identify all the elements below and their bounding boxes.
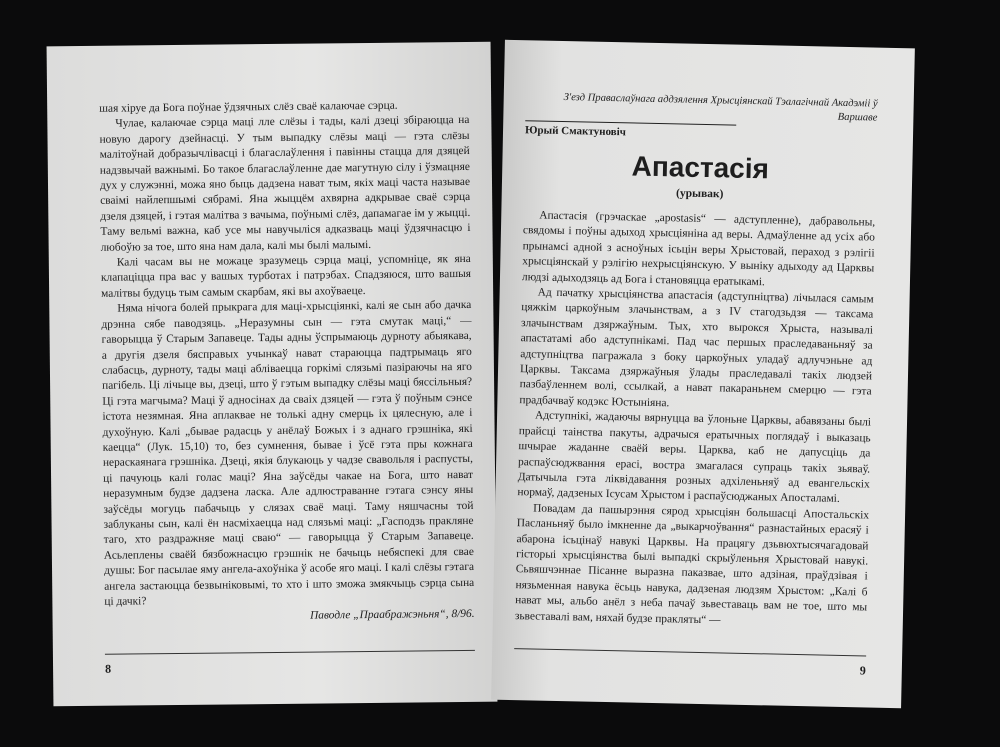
book-spread — [50, 44, 912, 704]
article-subtitle: (урывак) — [675, 187, 724, 201]
left-body-text — [99, 98, 474, 610]
page-number: 9 — [859, 663, 866, 678]
dedication: З'езд Праваслаўнага аддзялення Хрысціянскай Тэалагічнай Акадэміі ў Варшаве — [563, 92, 878, 124]
left-paragraph: шая хіруе да Бога поўнае ўдзячных слёз сваё калаючае сэрца. — [99, 99, 398, 115]
left-paragraph: Калі часам вы не можаце зразумець сэрца маці, успомніце, як яна клапаціцца пра вас у вашых турботах і патрэбах. Спадзяюся, што вашыя малітвы будуць тым самым скарбам, які вы ахоўваеце. — [100, 252, 472, 300]
right-paragraph: Повадам да пашырэння сярод хрысціян большасці Апостальскіх Пасланьняў было імкненне да „выкарчоўвання“ разнастайных ерасяў і абарона ісьцінаў навукі Царквы. На працягу дзьвюхтысячагадовай гісторыі хрысціянства былі выпадкі скрыўленьня Хрыстовай навукі. Сьвяшчэннае Пісанне выразна паказвае, што адзіная, праўдзівая і нязьменная навука ёсьць навука, дадзеная людзям Хрыстом: „Калі б нават мы, альбо анёл з неба пачаў зьвеставаць вам не тое, што мы зьвеставалі вам, няхай будзе пракляты“ — — [514, 502, 870, 626]
left-paragraph: Няма нічога болей прыкрага для маці-хрысціянкі, калі яе сын або дачка дрэнна сябе паводзяць. „Неразумны сын — гэта смутак маці,“ — гаворыцца ў Старым Запавеце. Тады адны ўспрымаюць дурноту абыякава, а другія дзеля бясправых учынкаў нават стараюцца падтрымаць яго слабасць, дурноту, тады маці абліваецца горкімі слязьмі пазіраючы на яго пагібель. Ці лічыце вы, дзеці, што ў гэтым выпадку слёзы маці бясcільныя? Ці гэта магчыма? Маці ў адносінах да сваіх дзяцей — гэта ў поўным сэнсе істота незямная. Яна аплаквае не толькі адну смерць іх цялесную, але і духоўную. Калі „бывае радасць у анёлаў Божых і з аднаго грэшніка, які каецца“ (Лук. 15,10) то, без сумнення, бывае і ўсё гэта пры кожнага нераскаянага грэшніка. Дзеці, якія блукаюць у чадзе свавольля і распусты, ці пачуюць калі голас маці? Яна заўсёды чакае на Бога, што нават неразумным будзе дадзена ласка. Але адлюстраванне гэтага сэнсу яны заўсёды могуць пабачыць у слязах сваё маці. Таму няшчасны той заблуканы сын, калі ён насміхаецца над слязьмі маці: „Гасподзь пракляне таго, хто раздражняе маці сваю“ — гаворыцца ў Старым Запавеце. Асьлеплены сваёй бязбожнасцю грэшнік не бачыць небяспекі для свае душы: Бог пасылае яму ангела-ахоўніка ў асобе яго маці. І калі слёзы гэтага ангела застаюцца безвыніковымі, то хто і што зможа змякчыць сэрца сына ці дачкі? — [101, 299, 475, 608]
right-page — [491, 40, 915, 708]
right-paragraph: Апастасія (грэчаскае „apostasis“ — адступленне), дабравольны, свядомы і поўны адыход хрысціяніна ад веры. Адмаўленне ад усіх або прынамсі адной з асноўных ісьцін веры Хрыстовай, пераход з рэлігіі хрысціянскай у рэлігію нехрысціянскую. У вынiку адыходу ад Царквы людзі адыходзяць ад Бога і становяцца ератыкамі. — [521, 209, 876, 288]
right-paragraph: Ад пачатку хрысціянства апастасія (адступніцтва) лічылася самым цяжкім царкоўным злачынствам, а з IV стагодзьдзя — таксама злачынствам дзяржаўным. Тых, хто вырокся Хрыста, называлі апастатамі або адступнікамі. Пад час першых праследаваньняў за адступніцтва пагражала з боку царкоўных уладаў адлучэньне ад Царквы. Таксама дзяржаўныя ўлады праследавалі такіх людзей пазбаўленнем волі, ссылкай, а нават пакараньнем смерцю — гэта прадбачваў кодэкс Юстыніяна. — [519, 286, 874, 410]
left-paragraph: Чулае, калаючае сэрца маці лле слёзы і тады, калі дзеці збіраюцца на новую дарогу дзейнасці. У тым выпадку слёзы маці — гэта слёзы малітоўнай добразычлівасці і благаслаўлення і павінны стацца для дзяцей надзвычай важнымі. Бо такое благаслаўленне дае магутную сілу і ўзмацняе дух у служэнні, можа яно быць дадзена нават тым, якіх маці часта называе сваімі найлепшымі сябрамі. Яна жыццём ахвярна адкрывае сваё сэрца дзеля дзяцей, і гэтая малітва з вачыма, поўнымі слёз, дапамагае ім у жыцці. Таму вельмі важна, каб усе мы навучыліся адказваць маці ўдзячнасцю і любоўю за тое, што яна нам дала, калі мы былі малымі. — [99, 114, 471, 254]
right-body-text — [515, 208, 876, 631]
left-page — [47, 42, 498, 707]
right-footer — [514, 648, 866, 679]
source-citation: Паводле „Праабражэньня“, 8/96. — [309, 608, 475, 623]
author-name: Юрый Смактуновіч — [525, 120, 736, 140]
page-number: 8 — [105, 661, 112, 676]
article-title: Апастасія — [631, 150, 770, 185]
right-paragraph: Адступнікі, жадаючы вярнуцца ва ўлоньне Царквы, абавязаны былі прайсці таінства пакуты, адрачыся ератычных поглядаў і выказаць шчырае жаданне сваёй веры. Царква, каб не дапусціць да распаўсюджвання ерасі, вострa змагалася супраць такіх зьяваў. Датычыла гэта ліквідавання розных адхіленьняў ад евангельскіх нормаў, дадзеных Ісусам Хрыстом і распаўсюджаных Апосталамі. — [517, 409, 872, 506]
left-footer — [105, 650, 475, 678]
